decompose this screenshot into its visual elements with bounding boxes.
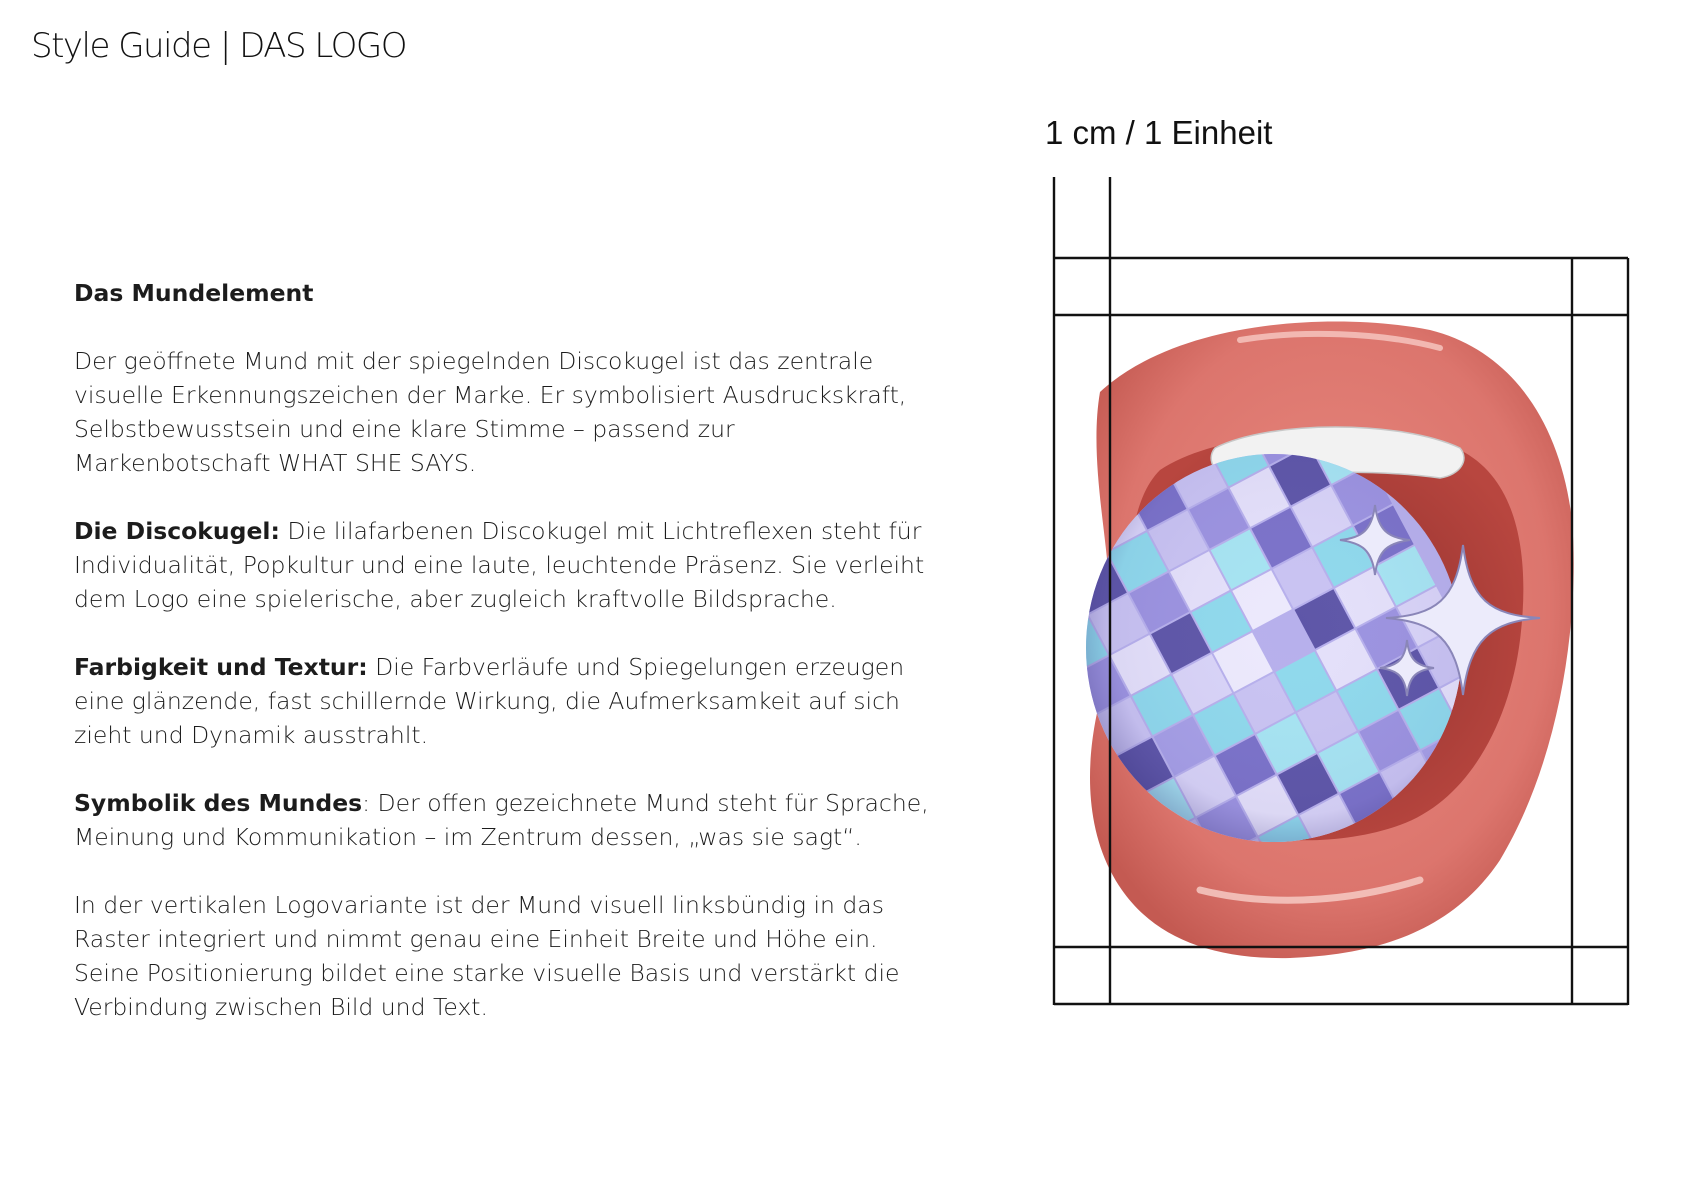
discoball-label: Die Discokugel: xyxy=(74,517,280,545)
mouth-label: Symbolik des Mundes xyxy=(74,789,363,817)
unit-label: 1 cm / 1 Einheit xyxy=(1045,114,1273,151)
discoball-text: Die lilafarbenen Discokugel mit Lichtreflexen steht für Individualität, Popkultur und eine laute, leuchtende Präsenz. Sie verleiht dem Logo eine spielerische, aber zugleich kraftvolle Bildsprache. xyxy=(74,517,925,613)
mouth-text: : Der offen gezeichnete Mund steht für Sprache, Meinung und Kommunikation – im Zentrum dessen, „was sie sagt“. xyxy=(74,789,929,851)
section-heading: Das Mundelement xyxy=(74,279,314,307)
color-label: Farbigkeit und Textur: xyxy=(74,653,368,681)
closing-paragraph: In der vertikalen Logovariante ist der Mund visuell linksbündig in das Raster integriert und nimmt genau eine Einheit Breite und Höhe ein. Seine Positionierung bildet eine starke visuelle Basis und verstärkt die Verbindung zwischen Bild und Text. xyxy=(74,891,900,1021)
color-text: Die Farbverläufe und Spiegelungen erzeugen eine glänzende, fast schillernde Wirkung, die Aufmerksamkeit auf sich zieht und Dynamik ausstrahlt. xyxy=(74,653,905,749)
mouth-discoball-logo xyxy=(1005,321,1574,958)
intro-paragraph: Der geöffnete Mund mit der spiegelnden Discokugel ist das zentrale visuelle Erkennungszeichen der Marke. Er symbolisiert Ausdruckskraft, Selbstbewusstsein und eine klare Stimme – passend zur Markenbotschaft WHAT SHE SAYS. xyxy=(74,347,907,477)
page-title: Style Guide | DAS LOGO xyxy=(31,26,406,66)
